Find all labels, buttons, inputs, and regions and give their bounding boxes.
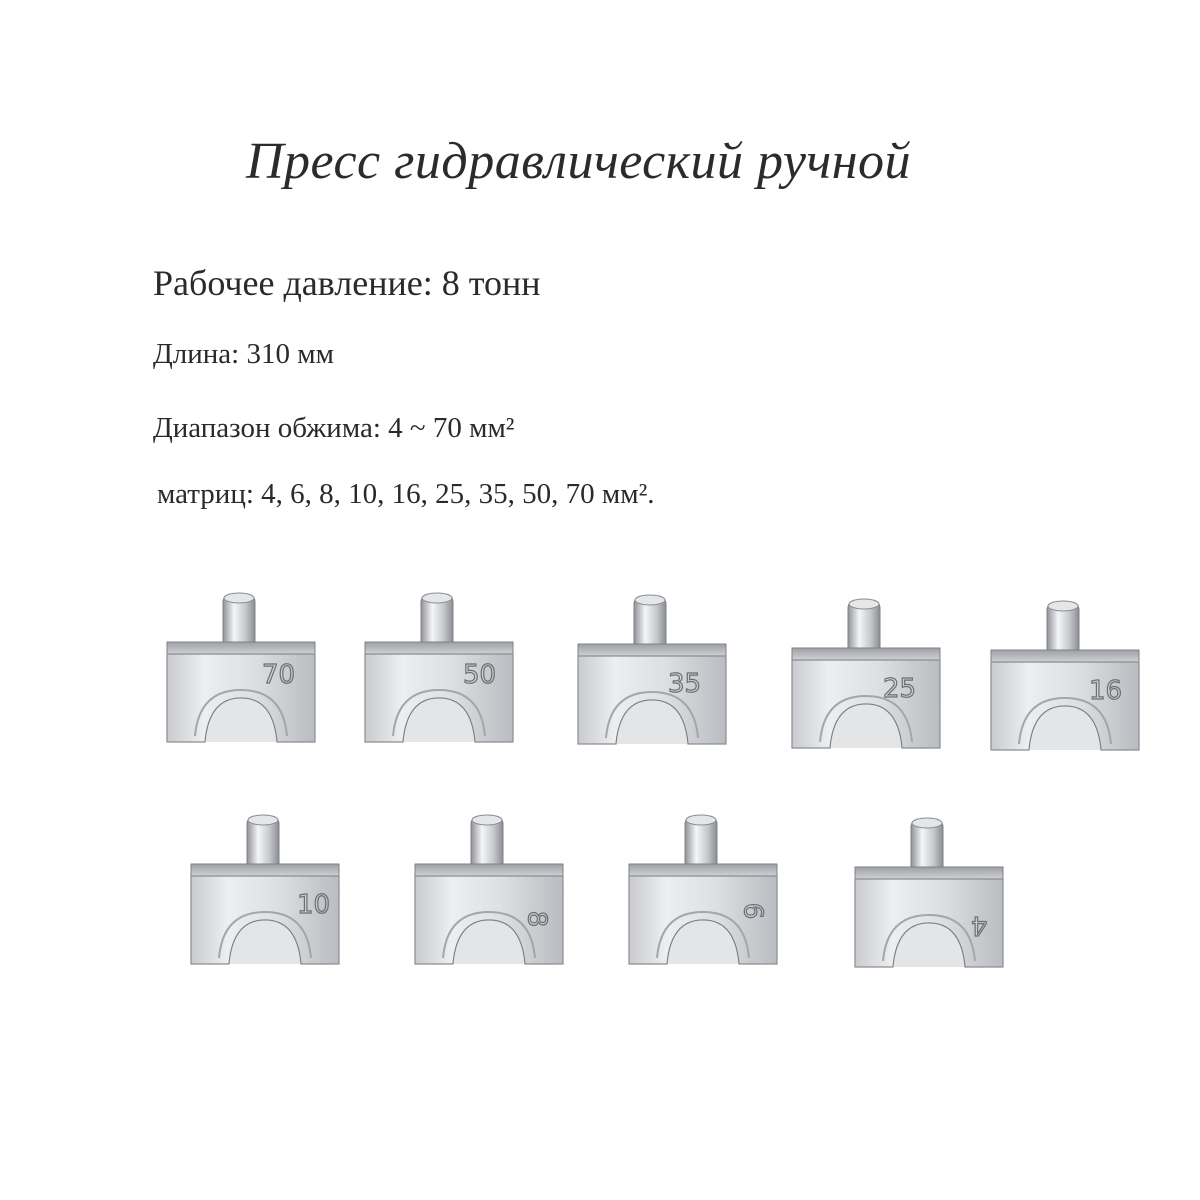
crimp-die-35-image [576, 592, 731, 752]
crimp-die-6 [627, 812, 787, 982]
crimp-die-70 [165, 590, 320, 760]
die-label-10: 10 [297, 890, 331, 920]
die-label-8: 8 [521, 910, 552, 928]
crimp-die-8 [413, 812, 573, 982]
crimp-die-25-image [790, 596, 945, 756]
die-label-4: 4 [971, 910, 988, 940]
crimp-die-50 [363, 590, 523, 760]
crimp-die-6-image [627, 812, 787, 977]
crimp-die-35 [576, 592, 736, 762]
die-label-16: 16 [1089, 676, 1123, 706]
crimp-die-8-image [413, 812, 573, 977]
crimp-die-16 [989, 598, 1149, 768]
crimp-die-4 [853, 815, 1013, 985]
spec-length: Длина: 310 мм [153, 338, 334, 370]
crimp-die-70-image [165, 590, 320, 750]
die-label-70: 70 [262, 660, 296, 690]
die-label-50: 50 [463, 660, 497, 690]
spec-dies-list: матриц: 4, 6, 8, 10, 16, 25, 35, 50, 70 мм². [157, 478, 655, 510]
die-label-35: 35 [668, 669, 702, 699]
crimp-die-10 [189, 812, 349, 982]
die-label-25: 25 [883, 674, 917, 704]
crimp-die-25 [790, 596, 950, 766]
page-title: Пресс гидравлический ручной [246, 133, 912, 190]
spec-working-pressure: Рабочее давление: 8 тонн [153, 263, 541, 303]
spec-crimp-range: Диапазон обжима: 4 ~ 70 мм² [153, 412, 515, 444]
die-label-6: 6 [737, 902, 768, 920]
crimp-die-4-image [853, 815, 1013, 980]
